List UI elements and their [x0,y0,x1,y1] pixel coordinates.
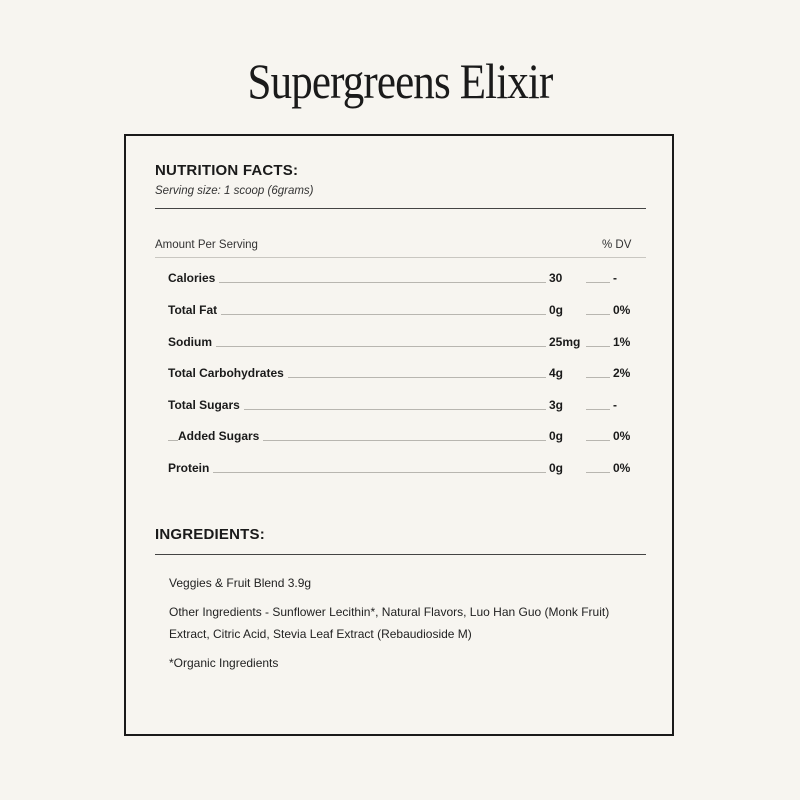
divider [155,257,646,258]
nutrient-dv: 2% [613,366,631,380]
dotted-leader [586,314,610,315]
divider [155,208,646,209]
nutrient-row-protein [168,461,630,477]
nutrient-amount: 25mg [549,335,581,349]
divider [155,554,646,555]
nutrient-amount: 30 [549,271,563,285]
nutrition-panel [124,134,674,736]
nutrient-row-added-sugars [168,429,630,445]
nutrient-dv: - [613,398,617,412]
nutrient-row-sodium [168,335,630,351]
nutrient-row-calories [168,271,630,287]
nutrient-dv: 0% [613,303,631,317]
dotted-leader [586,409,610,410]
nutrient-name: Added Sugars [178,429,263,443]
nutrient-name: Protein [168,461,213,475]
nutrient-dv: - [613,271,617,285]
dotted-leader [168,472,546,473]
dotted-leader [586,440,610,441]
other-ingredients: Other Ingredients - Sunflower Lecithin*, Natural Flavors, Luo Han Guo (Monk Fruit) Extract, Citric Acid, Stevia Leaf Extract (Rebaudioside M) [169,605,610,641]
nutrient-dv: 1% [613,335,631,349]
percent-dv-label: % DV [602,239,632,251]
organic-note: *Organic Ingredients [169,656,279,670]
nutrient-dv: 0% [613,461,631,475]
ingredients-heading: INGREDIENTS: [155,526,265,543]
amount-per-serving-label: Amount Per Serving [155,239,258,251]
nutrient-amount: 0g [549,461,564,475]
nutrient-row-total-carbohydrates [168,366,630,382]
ingredient-blend: Veggies & Fruit Blend 3.9g [169,576,312,590]
nutrient-name: Calories [168,271,219,285]
dotted-leader [586,472,610,473]
dotted-leader [168,282,546,283]
nutrient-name: Total Sugars [168,398,244,412]
nutrient-amount: 4g [549,366,564,380]
nutrient-dv: 0% [613,429,631,443]
nutrient-amount: 0g [549,303,564,317]
nutrient-name: Total Fat [168,303,221,317]
dotted-leader [586,346,610,347]
nutrient-row-total-fat [168,303,630,319]
dotted-leader [586,282,610,283]
product-title: Supergreens Elixir [247,53,553,109]
nutrient-row-total-sugars [168,398,630,414]
dotted-leader [168,314,546,315]
nutrition-facts-heading: NUTRITION FACTS: [155,162,299,179]
nutrient-amount: 0g [549,429,564,443]
nutrient-name: Sodium [168,335,216,349]
nutrient-name: Total Carbohydrates [168,366,288,380]
nutrient-amount: 3g [549,398,564,412]
dotted-leader [168,346,546,347]
serving-size: Serving size: 1 scoop (6grams) [155,185,314,197]
dotted-leader [586,377,610,378]
